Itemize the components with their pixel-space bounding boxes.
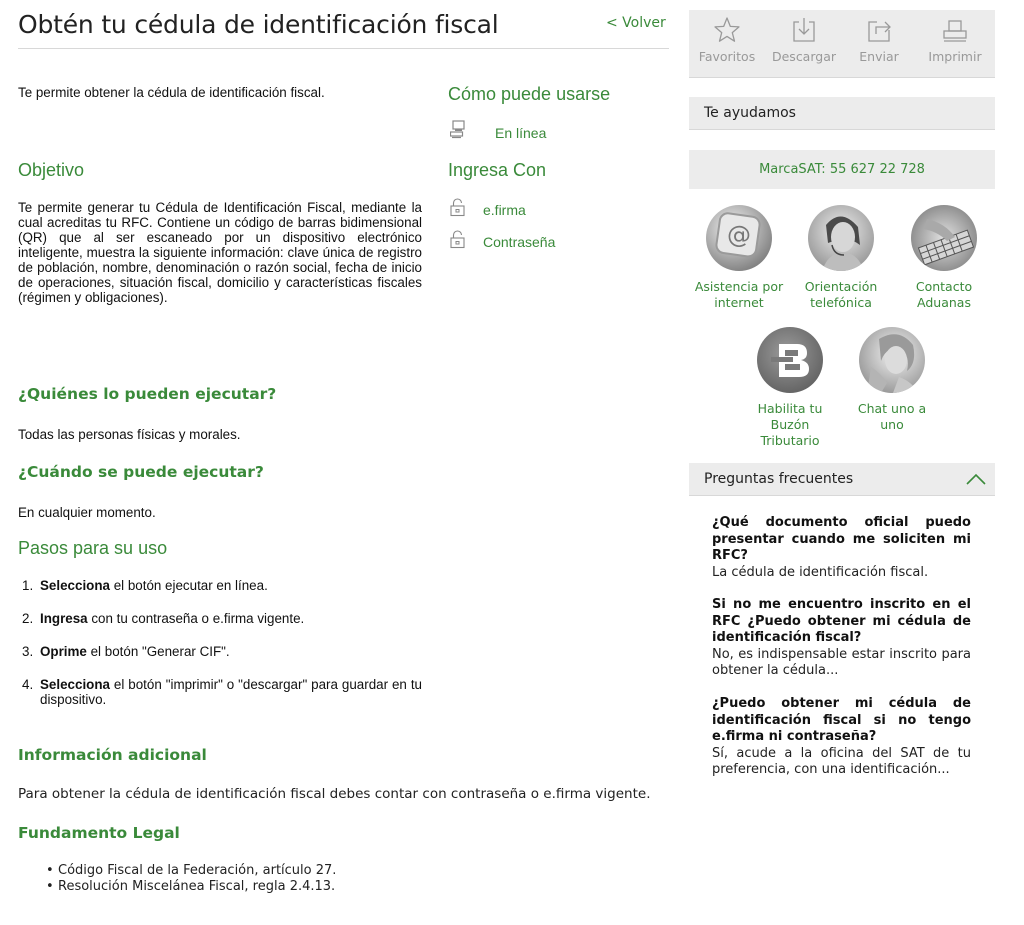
lock-icon [450,198,465,222]
marcasat-phone[interactable]: MarcaSAT: 55 627 22 728 [689,150,995,189]
faq-item [712,696,971,779]
lock-icon [450,230,465,254]
favoritos-button[interactable] [691,16,763,64]
help-caption: Asistencia por [694,279,784,294]
fundamento-list [46,863,336,895]
help-caption: Contacto [915,279,973,294]
cuando-text: En cualquier momento. [18,505,156,520]
quienes-text: Todas las personas físicas y morales. [18,427,241,442]
computer-icon [450,120,468,145]
keyboard-hands-icon [911,205,977,271]
ingresa-contrasena[interactable] [450,230,555,254]
faq-item [712,597,971,680]
print-icon [919,16,991,44]
help-caption: telefónica [810,295,872,310]
imprimir-button[interactable] [919,16,991,64]
action-toolbar [689,10,995,78]
faq-question[interactable]: Si no me encuentro inscrito en el RFC ¿Puedo obtener mi cédula de identificación fiscal? [712,597,971,645]
como-usarse-item [450,120,546,145]
help-caption: Habilita tu [757,401,823,416]
help-caption: uno [880,417,904,432]
help-caption: Orientación [804,279,878,294]
ingresa-efirma[interactable] [450,198,526,222]
fundamento-heading: Fundamento Legal [18,824,180,842]
buzon-tributario-link[interactable] [740,327,840,449]
faq-answer: No, es indispensable estar inscrito para obtener la cédula... [712,646,971,678]
at-sign-icon [706,205,772,271]
efirma-label: e.firma [483,202,526,218]
contrasena-label: Contraseña [483,234,556,250]
info-adicional-heading: Información adicional [18,746,207,764]
en-linea-label: En línea [495,124,547,141]
faq-question[interactable]: ¿Qué documento oficial puedo presentar cuando me soliciten mi RFC? [712,515,971,563]
page-title: Obtén tu cédula de identificación fiscal [18,10,499,39]
chat-agent-icon [859,327,925,393]
faq-answer: Sí, acude a la oficina del SAT de tu preferencia, con una identificación... [712,745,971,777]
faq-header[interactable] [689,463,995,496]
list-item: • Resolución Miscelánea Fiscal, regla 2.4.13. [46,879,336,894]
buzon-logo-icon [757,327,823,393]
favoritos-label: Favoritos [698,49,756,64]
pasos-heading: Pasos para su uso [18,538,168,558]
imprimir-label: Imprimir [928,49,982,64]
enviar-label: Enviar [859,49,899,64]
faq-heading: Preguntas frecuentes [704,471,854,487]
contacto-aduanas-link[interactable] [894,205,994,311]
download-icon [768,16,840,44]
faq-item [712,515,971,581]
star-icon [691,16,763,44]
quienes-heading: ¿Quiénes lo pueden ejecutar? [18,385,277,403]
ingresa-con-heading: Ingresa Con [448,160,547,180]
cuando-heading: ¿Cuándo se puede ejecutar? [18,463,264,481]
intro-text: Te permite obtener la cédula de identificación fiscal. [18,85,325,100]
faq-question[interactable]: ¿Puedo obtener mi cédula de identificación fiscal si no tengo e.firma ni contraseña? [712,696,971,744]
list-item: • Código Fiscal de la Federación, artículo 27. [46,863,337,878]
steps-list [22,578,422,725]
title-divider [18,48,669,49]
info-adicional-text: Para obtener la cédula de identificación fiscal debes contar con contraseña o e.firma vigente. [18,786,651,802]
step-item: 4. Selecciona el botón "imprimir" o "descargar" para guardar en tu dispositivo. [22,677,422,707]
te-ayudamos-heading: Te ayudamos [689,97,995,130]
help-caption: Chat uno a [857,401,927,416]
help-caption: internet [714,295,764,310]
step-item: 2. Ingresa con tu contraseña o e.firma vigente. [22,611,305,626]
headset-agent-icon [808,205,874,271]
step-item: 3. Oprime el botón "Generar CIF". [22,644,230,659]
back-link[interactable]: < Volver [606,15,666,31]
descargar-button[interactable] [768,16,840,64]
chevron-up-icon[interactable] [965,463,987,509]
orientacion-telefonica-link[interactable] [791,205,891,311]
objetivo-heading: Objetivo [18,160,85,180]
faq-answer: La cédula de identificación fiscal. [712,564,929,580]
help-caption: Aduanas [917,295,971,310]
descargar-label: Descargar [771,49,836,64]
share-icon [843,16,915,44]
step-item: 1. Selecciona el botón ejecutar en línea. [22,578,268,593]
asistencia-internet-link[interactable] [689,205,789,311]
enviar-button[interactable] [843,16,915,64]
svg-text:@: @ [727,221,751,249]
help-caption: Buzón Tributario [760,417,820,448]
como-usarse-heading: Cómo puede usarse [448,84,611,104]
objetivo-text: Te permite generar tu Cédula de Identificación Fiscal, mediante la cual acreditas tu RFC. Contiene un código de barras bidimensional (QR) que al ser escaneado por un dispositivo electrónico inteligente, muestra la siguiente información: clave única de registro de población, nombre, denominación o razón social, fecha de inicio de operaciones, situación fiscal, domicilio y características fiscales (régimen y obligaciones). [18,200,422,305]
chat-uno-a-uno-link[interactable] [842,327,942,433]
